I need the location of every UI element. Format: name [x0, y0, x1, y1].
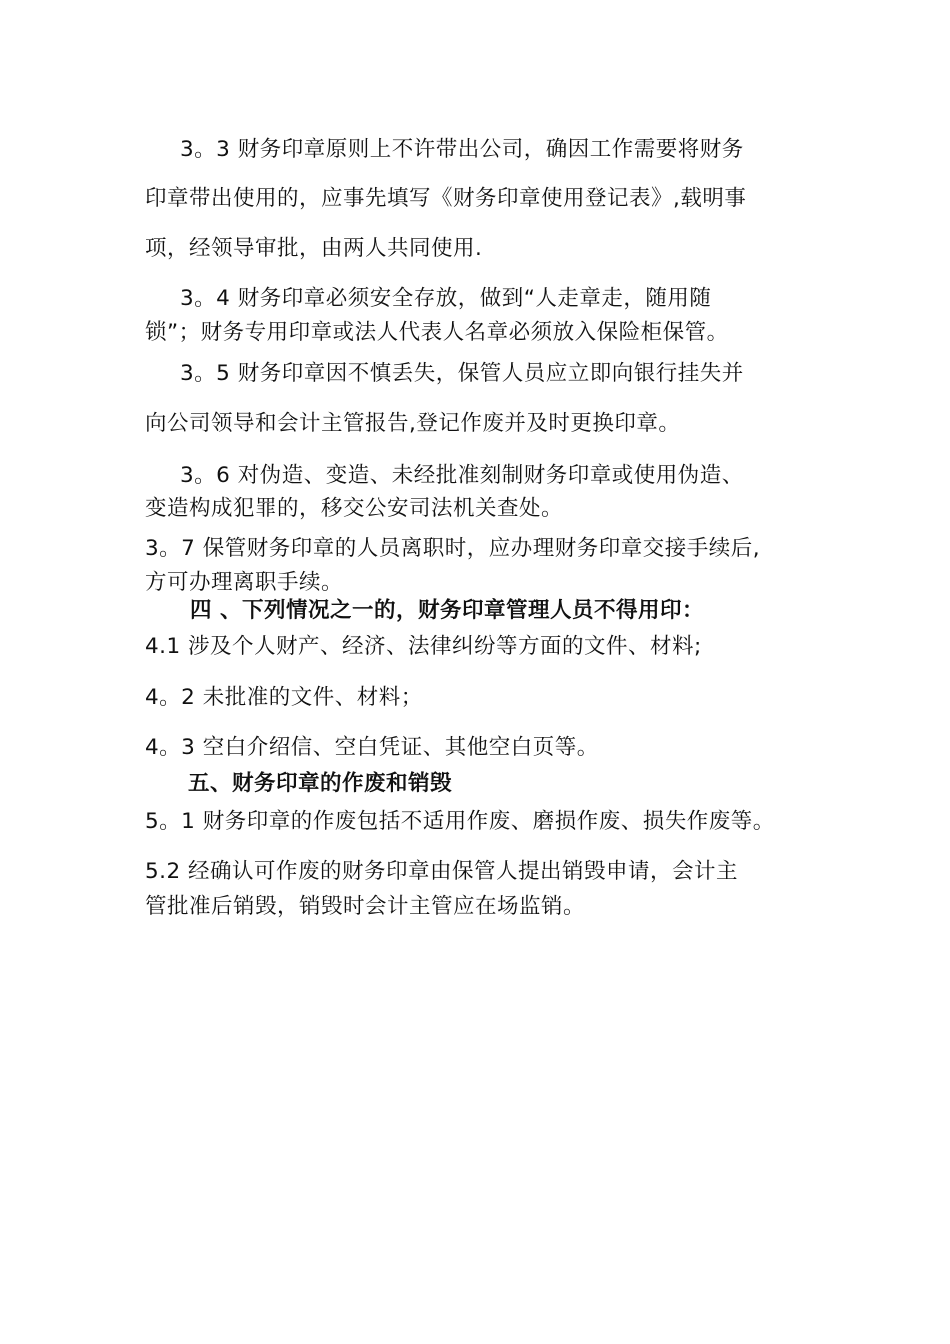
line-3-4: 3。4 财务印章必须安全存放，做到“人走章走，随用随: [180, 286, 712, 311]
line-4-1: 4.1 涉及个人财产、经济、法律纠纷等方面的文件、材料;: [145, 634, 702, 659]
line-3-5: 3。5 财务印章因不慎丢失，保管人员应立即向银行挂失并: [180, 361, 744, 386]
section-heading-5: 五、财务印章的作废和销毁: [188, 771, 453, 796]
section-heading-4: 四 、下列情况之一的，财务印章管理人员不得用印：: [190, 598, 704, 623]
line-4-3: 4。3 空白介绍信、空白凭证、其他空白页等。: [145, 735, 599, 760]
line-3-5-cont1: 向公司领导和会计主管报告,登记作废并及时更换印章。: [145, 411, 681, 436]
line-5-1: 5。1 财务印章的作废包括不适用作废、磨损作废、损失作废等。: [145, 809, 775, 834]
line-3-3-cont1: 印章带出使用的，应事先填写《财务印章使用登记表》,载明事: [145, 186, 747, 211]
line-3-4-cont1: 锁”；财务专用印章或法人代表人名章必须放入保险柜保管。: [145, 320, 729, 345]
line-3-6: 3。6 对伪造、变造、未经批准刻制财务印章或使用伪造、: [180, 463, 744, 488]
line-5-2: 5.2 经确认可作废的财务印章由保管人提出销毁申请，会计主: [145, 859, 739, 884]
line-3-6-cont1: 变造构成犯罪的，移交公安司法机关查处。: [145, 496, 564, 521]
line-3-3: 3。3 财务印章原则上不许带出公司，确因工作需要将财务: [180, 137, 744, 162]
line-5-2-cont1: 管批准后销毁，销毁时会计主管应在场监销。: [145, 894, 586, 919]
line-3-3-cont2: 项，经领导审批，由两人共同使用.: [145, 236, 483, 261]
line-4-2: 4。2 未批准的文件、材料；: [145, 685, 423, 710]
line-3-7: 3。7 保管财务印章的人员离职时，应办理财务印章交接手续后,: [145, 536, 761, 561]
line-3-7-cont1: 方可办理离职手续。: [145, 570, 344, 595]
